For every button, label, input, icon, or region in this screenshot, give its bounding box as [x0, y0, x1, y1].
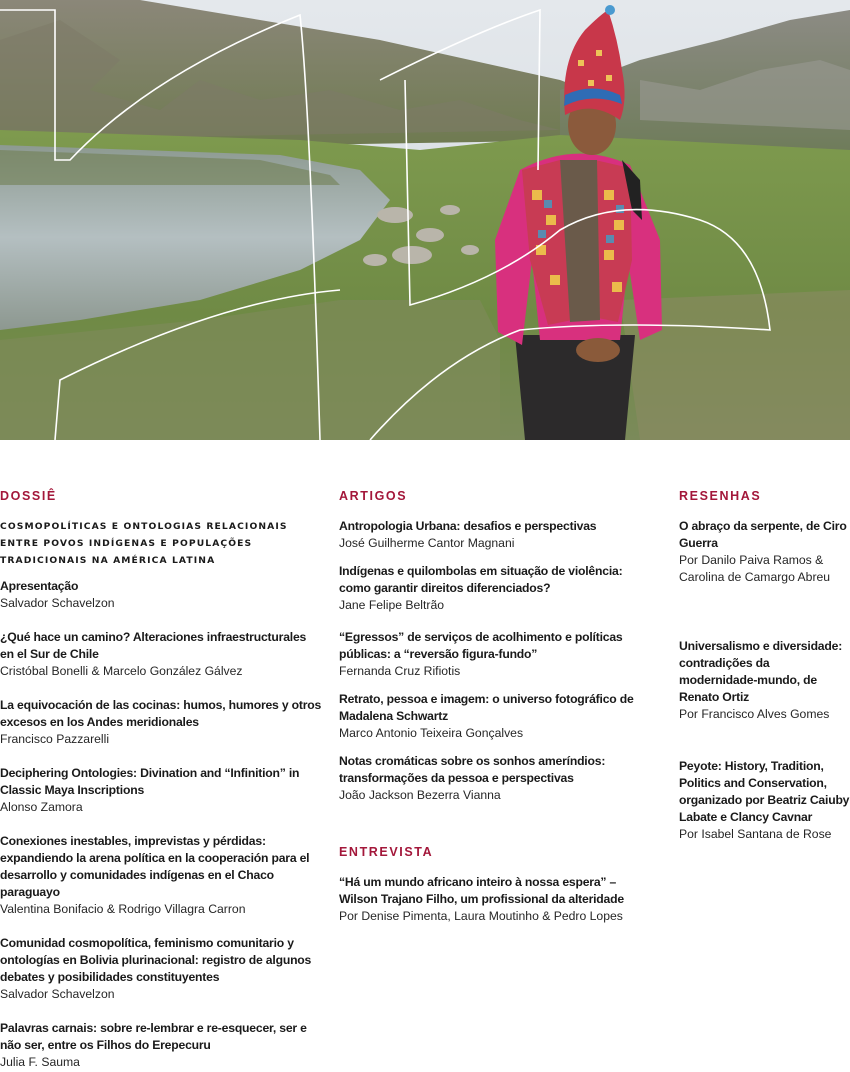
entry-title: Apresentação [0, 579, 79, 593]
entry-title: O abraço da serpente, de Ciro Guerra [679, 519, 847, 550]
entry-title: “Egressos” de serviços de acolhimento e políticas públicas: a “reversão figura-fundo” [339, 630, 623, 661]
toc-entry[interactable] [339, 691, 649, 742]
toc-entry[interactable] [0, 629, 322, 680]
entry-title: Deciphering Ontologies: Divination and “Infinition” in Classic Maya Inscriptions [0, 766, 300, 797]
toc-entry[interactable] [0, 935, 322, 1003]
toc-entry[interactable] [0, 697, 322, 748]
dossie-theme: COSMOPOLÍTICAS E ONTOLOGIAS RELACIONAIS ENTRE POVOS INDÍGENAS E POPULAÇÕES TRADICIONAIS NA AMÉRICA LATINA [0, 521, 288, 566]
section-label-resenhas: RESENHAS [679, 489, 762, 503]
dossie-column [0, 488, 322, 1071]
entry-author: Salvador Schavelzon [0, 596, 115, 610]
entry-author: Francisco Pazzarelli [0, 732, 110, 746]
entry-author: Marco Antonio Teixeira Gonçalves [339, 726, 524, 740]
toc-entry[interactable] [339, 563, 649, 614]
entry-author: Salvador Schavelzon [0, 987, 115, 1001]
toc-entry[interactable] [339, 874, 649, 925]
entry-author: Julia F. Sauma [0, 1055, 80, 1069]
entry-title: Peyote: History, Tradition, Politics and Conservation, organizado por Beatriz Caiuby Labate e Clancy Cavnar [679, 759, 850, 824]
entry-author: João Jackson Bezerra Vianna [339, 788, 501, 802]
cover-photo [0, 0, 850, 440]
entry-author: Por Denise Pimenta, Laura Moutinho & Pedro Lopes [339, 909, 623, 923]
toc-entry[interactable] [679, 638, 850, 723]
entry-title: Antropologia Urbana: desafios e perspectivas [339, 519, 597, 533]
entry-author: José Guilherme Cantor Magnani [339, 536, 515, 550]
entry-title: Notas cromáticas sobre os sonhos ameríndios: transformações da pessoa e perspectivas [339, 754, 606, 785]
entry-title: Comunidad cosmopolítica, feminismo comunitario y ontologías en Bolivia plurinacional: registro de algunos debates y posibilidades constituyentes [0, 936, 312, 984]
toc-entry[interactable] [339, 629, 649, 680]
toc-entry[interactable] [339, 753, 649, 804]
entry-title: Indígenas e quilombolas em situação de violência: como garantir direitos diferenciados? [339, 564, 623, 595]
entry-author: Alonso Zamora [0, 800, 83, 814]
entry-author: Jane Felipe Beltrão [339, 598, 445, 612]
toc-entry[interactable] [339, 518, 649, 552]
entry-title: Universalismo e diversidade: contradições da modernidade-mundo, de Renato Ortiz [679, 639, 843, 704]
entry-author: Fernanda Cruz Rifiotis [339, 664, 461, 678]
artigos-column [339, 488, 649, 925]
toc-entry[interactable] [0, 765, 322, 816]
section-label-artigos: ARTIGOS [339, 489, 408, 503]
resenhas-column [679, 488, 850, 843]
toc-entry[interactable] [0, 1020, 322, 1071]
entry-title: Conexiones inestables, imprevistas y pérdidas: expandiendo la arena política en la cooperación para el desarrollo y comunidades indígenas en el Chaco paraguayo [0, 834, 310, 899]
toc-entry[interactable] [0, 578, 322, 612]
entry-author: Por Francisco Alves Gomes [679, 707, 830, 721]
entry-author: Cristóbal Bonelli & Marcelo González Gálvez [0, 664, 243, 678]
entry-author: Por Isabel Santana de Rose [679, 827, 832, 841]
entry-title: ¿Qué hace un camino? Alteraciones infraestructurales en el Sur de Chile [0, 630, 307, 661]
entry-title: “Há um mundo africano inteiro à nossa espera” – Wilson Trajano Filho, um profissional da alteridade [339, 875, 624, 906]
entry-title: La equivocación de las cocinas: humos, humores y otros excesos en los Andes meridionales [0, 698, 322, 729]
entry-author: Valentina Bonifacio & Rodrigo Villagra Carron [0, 902, 246, 916]
andean-landscape-photo [0, 0, 850, 440]
entry-author: Por Danilo Paiva Ramos & Carolina de Camargo Abreu [679, 553, 831, 584]
toc-entry[interactable] [679, 518, 850, 586]
section-label-entrevista: ENTREVISTA [339, 845, 434, 859]
entry-title: Retrato, pessoa e imagem: o universo fotográfico de Madalena Schwartz [339, 692, 634, 723]
toc-entry[interactable] [0, 833, 322, 918]
toc-entry[interactable] [679, 758, 850, 843]
section-label-dossie: DOSSIÊ [0, 489, 57, 503]
entry-title: Palavras carnais: sobre re-lembrar e re-esquecer, ser e não ser, entre os Filhos do Erepecuru [0, 1021, 307, 1052]
